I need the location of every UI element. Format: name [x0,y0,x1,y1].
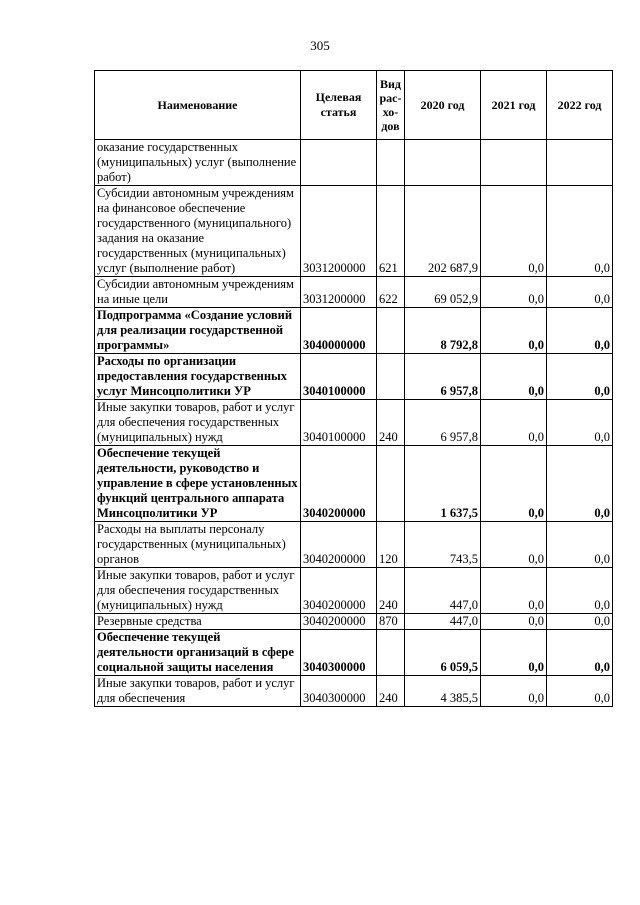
header-2022: 2022 год [547,71,613,140]
value-2020-cell: 1 637,5 [405,446,481,522]
target-code-cell: 3040200000 [301,568,377,614]
header-2021: 2021 год [481,71,547,140]
value-2022-cell: 0,0 [547,676,613,707]
expense-type-cell: 240 [377,568,405,614]
table-row [95,522,613,568]
value-2022-cell: 0,0 [547,400,613,446]
value-2020-cell: 447,0 [405,568,481,614]
value-2022-cell: 0,0 [547,446,613,522]
table-row [95,614,613,630]
table-row [95,446,613,522]
expense-type-cell [377,630,405,676]
row-name-cell: Субсидии автономным учреждениям на иные цели [95,277,301,308]
expense-type-cell: 240 [377,676,405,707]
value-2022-cell: 0,0 [547,354,613,400]
table-row [95,568,613,614]
value-2022-cell: 0,0 [547,277,613,308]
value-2021-cell: 0,0 [481,568,547,614]
table-row [95,354,613,400]
value-2021-cell: 0,0 [481,186,547,277]
expense-type-cell: 240 [377,400,405,446]
value-2021-cell: 0,0 [481,308,547,354]
value-2021-cell: 0,0 [481,400,547,446]
table-row [95,676,613,707]
value-2022-cell: 0,0 [547,522,613,568]
row-name-cell: Обеспечение текущей деятельности, руководство и управление в сфере установленных функций центрального аппарата Минсоцполитики УР [95,446,301,522]
value-2021-cell: 0,0 [481,614,547,630]
value-2022-cell: 0,0 [547,630,613,676]
target-code-cell: 3031200000 [301,186,377,277]
table-row [95,140,613,186]
expense-type-cell [377,354,405,400]
expense-type-cell [377,308,405,354]
target-code-cell: 3040200000 [301,446,377,522]
header-2020: 2020 год [405,71,481,140]
value-2021-cell: 0,0 [481,630,547,676]
value-2020-cell: 4 385,5 [405,676,481,707]
value-2022-cell: 0,0 [547,568,613,614]
table-body [95,140,613,707]
row-name-cell: Расходы по организации предоставления государственных услуг Минсоцполитики УР [95,354,301,400]
table-row [95,186,613,277]
target-code-cell: 3031200000 [301,277,377,308]
expense-type-cell [377,140,405,186]
table-row [95,400,613,446]
header-name: Наименование [95,71,301,140]
table-header-row [95,71,613,140]
value-2022-cell [547,140,613,186]
header-type: Вид рас- хо- дов [377,71,405,140]
value-2020-cell: 6 957,8 [405,400,481,446]
value-2020-cell: 8 792,8 [405,308,481,354]
value-2021-cell: 0,0 [481,676,547,707]
value-2020-cell: 69 052,9 [405,277,481,308]
expense-type-cell: 622 [377,277,405,308]
value-2021-cell: 0,0 [481,354,547,400]
target-code-cell: 3040200000 [301,614,377,630]
target-code-cell: 3040300000 [301,630,377,676]
row-name-cell: Иные закупки товаров, работ и услуг для обеспечения государственных (муниципальных) нужд [95,568,301,614]
value-2020-cell: 447,0 [405,614,481,630]
value-2020-cell [405,140,481,186]
expense-type-cell: 621 [377,186,405,277]
target-code-cell: 3040000000 [301,308,377,354]
expense-type-cell [377,446,405,522]
budget-table [94,70,613,707]
value-2021-cell: 0,0 [481,446,547,522]
target-code-cell: 3040300000 [301,676,377,707]
expense-type-cell: 120 [377,522,405,568]
row-name-cell: Подпрограмма «Создание условий для реализации государственной программы» [95,308,301,354]
value-2022-cell: 0,0 [547,308,613,354]
row-name-cell: Расходы на выплаты персоналу государственных (муниципальных) органов [95,522,301,568]
page-number: 305 [310,38,330,53]
value-2020-cell: 202 687,9 [405,186,481,277]
table-row [95,630,613,676]
target-code-cell: 3040200000 [301,522,377,568]
value-2020-cell: 743,5 [405,522,481,568]
target-code-cell: 3040100000 [301,400,377,446]
row-name-cell: Иные закупки товаров, работ и услуг для обеспечения государственных (муниципальных) нужд [95,400,301,446]
target-code-cell: 3040100000 [301,354,377,400]
header-target: Целевая статья [301,71,377,140]
expense-type-cell: 870 [377,614,405,630]
table-row [95,277,613,308]
value-2022-cell: 0,0 [547,614,613,630]
value-2021-cell: 0,0 [481,277,547,308]
row-name-cell: Резервные средства [95,614,301,630]
row-name-cell: Иные закупки товаров, работ и услуг для обеспечения [95,676,301,707]
table-row [95,308,613,354]
value-2021-cell [481,140,547,186]
value-2021-cell: 0,0 [481,522,547,568]
value-2020-cell: 6 059,5 [405,630,481,676]
target-code-cell [301,140,377,186]
row-name-cell: оказание государственных (муниципальных) услуг (выполнение работ) [95,140,301,186]
value-2022-cell: 0,0 [547,186,613,277]
value-2020-cell: 6 957,8 [405,354,481,400]
row-name-cell: Обеспечение текущей деятельности организаций в сфере социальной защиты населения [95,630,301,676]
row-name-cell: Субсидии автономным учреждениям на финансовое обеспечение государственного (муниципального) задания на оказание государственных (муниципальных) услуг (выполнение работ) [95,186,301,277]
